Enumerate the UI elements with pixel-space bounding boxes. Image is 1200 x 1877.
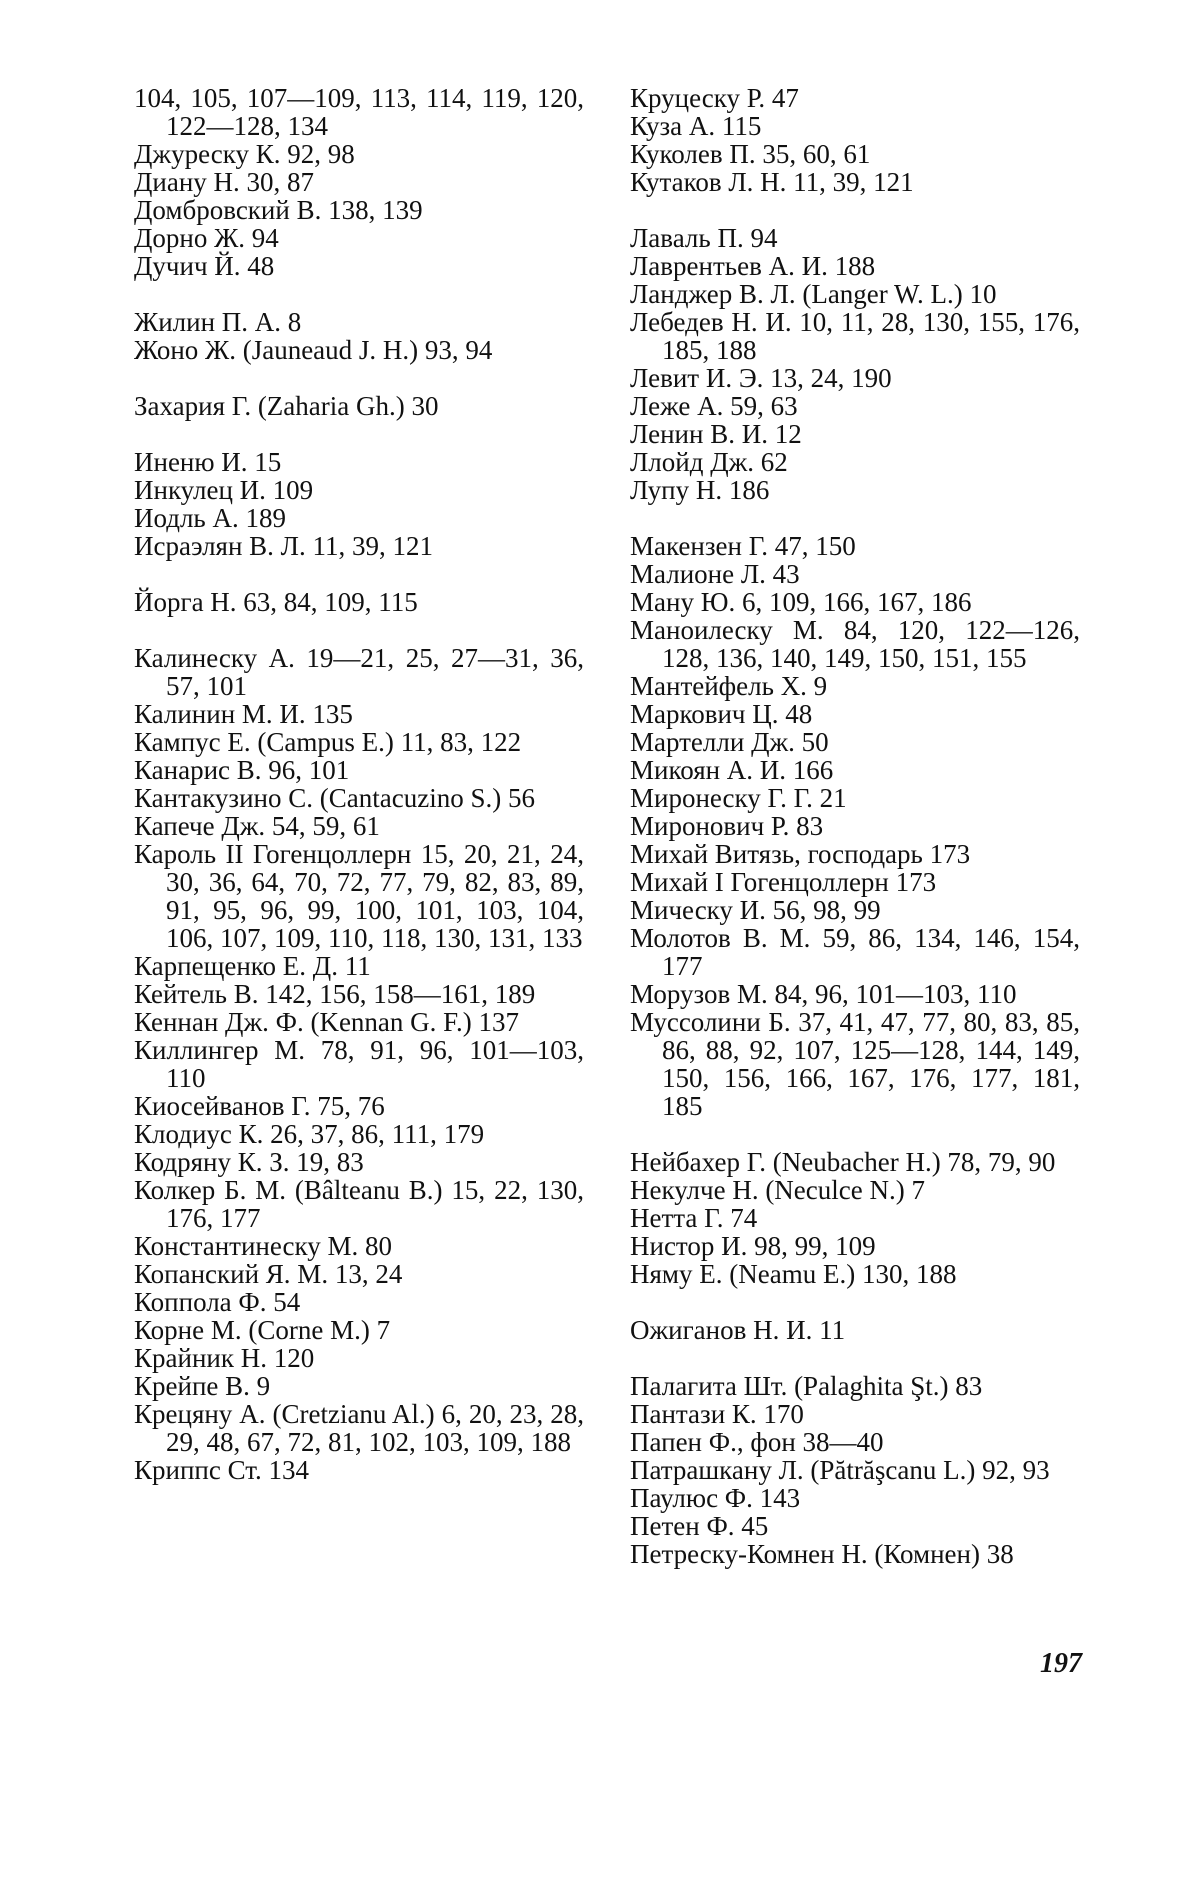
index-entry: Маноилеску М. 84, 120, 122—126, 128, 136, 140, 149, 150, 151, 155 — [630, 615, 1080, 673]
index-entry: Мическу И. 56, 98, 99 — [630, 895, 881, 925]
index-entry: Жилин П. А. 8 — [134, 307, 302, 337]
index-entry: Карпещенко Е. Д. 11 — [134, 951, 371, 981]
index-entry: Ланджер В. Л. (Langer W. L.) 10 — [630, 279, 997, 309]
index-entry: Миронеску Г. Г. 21 — [630, 783, 847, 813]
group-gap — [134, 364, 584, 392]
index-entry: Инкулец И. 109 — [134, 475, 314, 505]
index-entry: Кампус Е. (Campus E.) 11, 83, 122 — [134, 727, 522, 757]
index-entry: Клодиус К. 26, 37, 86, 111, 179 — [134, 1119, 485, 1149]
index-entry: Палагита Шт. (Palaghita Şt.) 83 — [630, 1371, 983, 1401]
index-entry: Миронович Р. 83 — [630, 811, 824, 841]
index-entry: Нейбахер Г. (Neubacher H.) 78, 79, 90 — [630, 1147, 1056, 1177]
index-entry: Калинин М. И. 135 — [134, 699, 353, 729]
index-entry: Захария Г. (Zaharia Gh.) 30 — [134, 391, 439, 421]
index-entry: Няму Е. (Neamu E.) 130, 188 — [630, 1259, 957, 1289]
index-entry: Лупу Н. 186 — [630, 475, 770, 505]
index-entry: Леже А. 59, 63 — [630, 391, 798, 421]
group-gap — [630, 1120, 1080, 1148]
index-entry: Жоно Ж. (Jauneaud J. H.) 93, 94 — [134, 335, 493, 365]
index-entry: Коппола Ф. 54 — [134, 1287, 301, 1317]
index-entry: Исраэлян В. Л. 11, 39, 121 — [134, 531, 433, 561]
index-entry: Муссолини Б. 37, 41, 47, 77, 80, 83, 85, 86, 88, 92, 107, 125—128, 144, 149, 150, 156, 166, 167, 176, 177, 181, 185 — [630, 1007, 1080, 1121]
index-entry: Петен Ф. 45 — [630, 1511, 769, 1541]
index-entry: Иодль А. 189 — [134, 503, 286, 533]
group-gap — [630, 504, 1080, 532]
index-entry: Киллингер М. 78, 91, 96, 101—103, 110 — [134, 1035, 584, 1093]
index-entry: Патрашкану Л. (Pătrăşcanu L.) 92, 93 — [630, 1455, 1050, 1485]
index-entry: Морузов М. 84, 96, 101—103, 110 — [630, 979, 1017, 1009]
index-entry: Иненю И. 15 — [134, 447, 282, 477]
index-entry: Йорга Н. 63, 84, 109, 115 — [134, 587, 418, 617]
index-entry: Дорно Ж. 94 — [134, 223, 279, 253]
index-entry: Константинеску М. 80 — [134, 1231, 392, 1261]
group-gap — [134, 280, 584, 308]
index-entry: Крецяну А. (Cretzianu Al.) 6, 20, 23, 28, 29, 48, 67, 72, 81, 102, 103, 109, 188 — [134, 1399, 584, 1457]
index-entry: Кутаков Л. Н. 11, 39, 121 — [630, 167, 914, 197]
index-entry: Некулче Н. (Neculce N.) 7 — [630, 1175, 925, 1205]
group-gap — [630, 1288, 1080, 1316]
index-entry: Куза А. 115 — [630, 111, 762, 141]
index-entry: 104, 105, 107—109, 113, 114, 119, 120, 122—128, 134 — [134, 83, 584, 141]
index-entry: Малионе Л. 43 — [630, 559, 800, 589]
group-gap — [630, 1344, 1080, 1372]
index-entry: Дучич Й. 48 — [134, 251, 275, 281]
index-entry: Корне М. (Corne M.) 7 — [134, 1315, 391, 1345]
index-entry: Кеннан Дж. Ф. (Kennan G. F.) 137 — [134, 1007, 520, 1037]
index-entry: Калинеску А. 19—21, 25, 27—31, 36, 57, 101 — [134, 643, 584, 701]
index-entry: Лебедев Н. И. 10, 11, 28, 130, 155, 176, 185, 188 — [630, 307, 1080, 365]
index-entry: Мартелли Дж. 50 — [630, 727, 829, 757]
index-entry: Мантейфель Х. 9 — [630, 671, 828, 701]
group-gap — [630, 196, 1080, 224]
index-entry: Джуреску К. 92, 98 — [134, 139, 355, 169]
index-entry: Куколев П. 35, 60, 61 — [630, 139, 871, 169]
index-entry: Нистор И. 98, 99, 109 — [630, 1231, 876, 1261]
index-entry: Капече Дж. 54, 59, 61 — [134, 811, 380, 841]
index-entry: Ожиганов Н. И. 11 — [630, 1315, 846, 1345]
index-entry: Лаваль П. 94 — [630, 223, 778, 253]
index-entry: Микоян А. И. 166 — [630, 755, 834, 785]
index-entry: Кодряну К. З. 19, 83 — [134, 1147, 364, 1177]
index-entry: Крайник Н. 120 — [134, 1343, 315, 1373]
index-entry: Кантакузино С. (Cantacuzino S.) 56 — [134, 783, 535, 813]
index-entry: Круцеску Р. 47 — [630, 83, 799, 113]
index-entry: Михай Витязь, господарь 173 — [630, 839, 971, 869]
index-entry: Маркович Ц. 48 — [630, 699, 813, 729]
index-entry: Папен Ф., фон 38—40 — [630, 1427, 884, 1457]
index-entry: Макензен Г. 47, 150 — [630, 531, 856, 561]
index-entry: Нетта Г. 74 — [630, 1203, 758, 1233]
index-entry: Кароль II Гогенцоллерн 15, 20, 21, 24, 30, 36, 64, 70, 72, 77, 79, 82, 83, 89, 91, 95, 96, 99, 100, 101, 103, 104, 106, 107, 109, 110, 118, 130, 131, 133 — [134, 839, 584, 953]
index-entry: Пантази К. 170 — [630, 1399, 804, 1429]
index-entry: Диану Н. 30, 87 — [134, 167, 315, 197]
index-entry: Домбровский В. 138, 139 — [134, 195, 423, 225]
index-entry: Петреску-Комнен Н. (Комнен) 38 — [630, 1539, 1014, 1569]
index-entry: Кейтель В. 142, 156, 158—161, 189 — [134, 979, 536, 1009]
page-number: 197 — [1040, 1648, 1082, 1679]
index-entry: Ллойд Дж. 62 — [630, 447, 788, 477]
index-entry: Копанский Я. М. 13, 24 — [134, 1259, 403, 1289]
index-entry: Паулюс Ф. 143 — [630, 1483, 801, 1513]
index-column-left — [134, 84, 584, 1484]
group-gap — [134, 420, 584, 448]
index-entry: Криппс Ст. 134 — [134, 1455, 310, 1485]
index-entry: Канарис В. 96, 101 — [134, 755, 350, 785]
index-entry: Крейпе В. 9 — [134, 1371, 271, 1401]
index-entry: Ленин В. И. 12 — [630, 419, 802, 449]
index-entry: Михай I Гогенцоллерн 173 — [630, 867, 937, 897]
index-entry: Лаврентьев А. И. 188 — [630, 251, 876, 281]
index-entry: Ману Ю. 6, 109, 166, 167, 186 — [630, 587, 972, 617]
index-entry: Киосейванов Г. 75, 76 — [134, 1091, 385, 1121]
index-column-right — [630, 84, 1080, 1568]
group-gap — [134, 616, 584, 644]
index-entry: Левит И. Э. 13, 24, 190 — [630, 363, 892, 393]
group-gap — [134, 560, 584, 588]
index-entry: Колкер Б. М. (Bâlteanu B.) 15, 22, 130, 176, 177 — [134, 1175, 584, 1233]
index-entry: Молотов В. М. 59, 86, 134, 146, 154, 177 — [630, 923, 1080, 981]
